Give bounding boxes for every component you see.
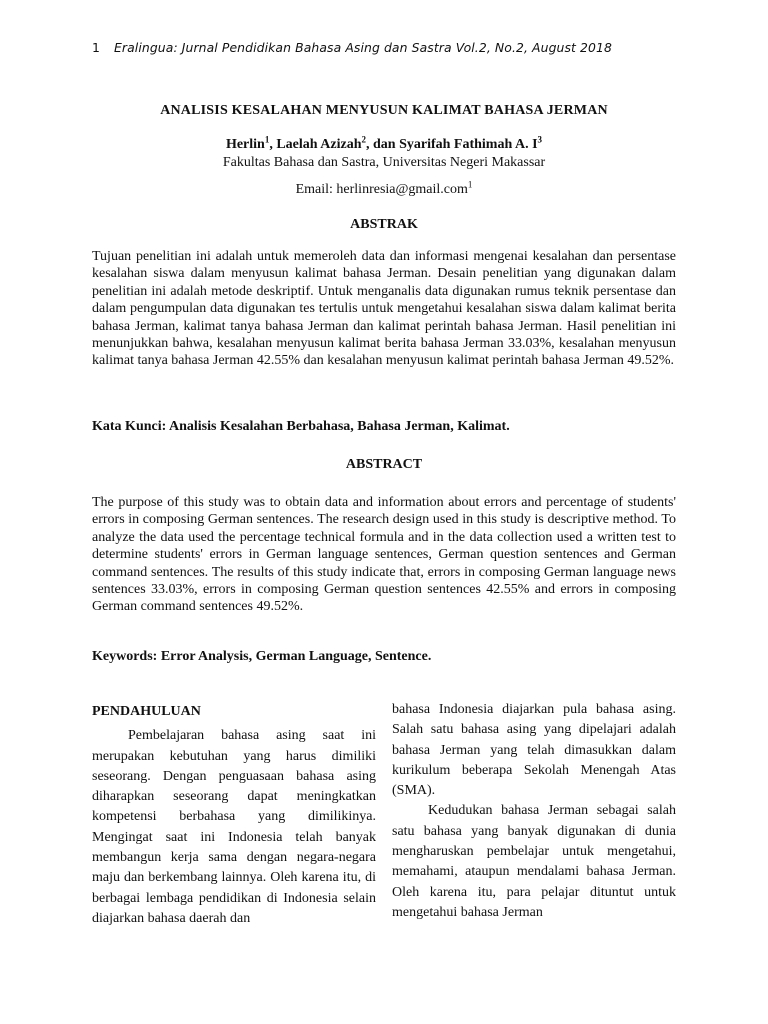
affiliation: Fakultas Bahasa dan Sastra, Universitas Negeri Makassar [222,155,546,170]
email-line [92,179,676,198]
left-column [92,702,376,929]
email-affil-mark: 1 [467,179,473,190]
abstrak-heading: ABSTRAK [350,217,418,232]
author-1: Herlin [225,137,265,152]
journal-title: Eralingua: Jurnal Pendidikan Bahasa Asing dan Sastra Vol.2, No.2, August 2018 [113,40,612,55]
author-3: , dan Syarifah Fathimah A. I [366,137,538,152]
running-header [92,40,692,55]
author-list [92,134,676,153]
intro-paragraph-1-continued: bahasa Indonesia diajarkan pula bahasa asing. Salah satu bahasa asing yang dipelajari adalah bahasa Jerman yang telah dimasukkan dalam kurikulum beberapa Sekolah Menengah Atas (SMA). [392,702,676,799]
author-2: , Laelah Azizah [269,137,362,152]
abstract-heading: ABSTRACT [345,457,423,472]
kata-kunci: Kata Kunci: Analisis Kesalahan Berbahasa, Bahasa Jerman, Kalimat. [92,419,510,434]
intro-paragraph-1: Pembelajaran bahasa asing saat ini merupakan kebutuhan yang harus dimiliki seseorang. Dengan penguasaan bahasa asing diharapkan seseorang dapat meningkatkan kompetensi berbahasa yang dimilikinya. Mengingat saat ini Indonesia telah banyak membangun kerja sama dengan negara-negara maju dan berkembang lainnya. Oleh karena itu, di berbagai lembaga pendidikan di Indonesia selain diajarkan bahasa daerah dan [92,728,376,926]
abstrak-body: Tujuan penelitian ini adalah untuk memeroleh data dan informasi mengenai kesalahan dan persentase kesalahan siswa dalam menyusun kalimat bahasa Jerman. Desain penelitian yang digunakan dalam penelitian ini adalah metode deskriptif. Untuk menganalis data digunakan rumus teknik persentase dan dalam pengumpulan data digunakan tes tertulis untuk mengetahui kesalahan siswa dalam kalimat berita bahasa Jerman, kalimat tanya bahasa Jerman dan kalimat perintah bahasa Jerman. Hasil penelitian ini menunjukkan bahwa, kesalahan menyusun kalimat berita bahasa Jerman 33.03%, kesalahan menyusun kalimat tanya bahasa Jerman 42.55% dan kesalahan menyusun kalimat perintah bahasa Jerman 49.52%. [92,249,676,369]
author-2-affil-mark: 2 [361,134,366,145]
paper-title: ANALISIS KESALAHAN MENYUSUN KALIMAT BAHASA JERMAN [160,103,608,118]
section-heading-pendahuluan: PENDAHULUAN [92,704,201,719]
author-1-affil-mark: 1 [264,134,270,145]
author-3-affil-mark: 3 [537,134,543,145]
email-text: Email: herlinresia@gmail.com [295,182,468,197]
intro-paragraph-2: Kedudukan bahasa Jerman sebagai salah satu bahasa yang banyak digunakan di dunia mengharuskan pembelajar untuk mengetahui, memahami, ataupun mendalami bahasa Jerman. Oleh karena itu, para pelajar dituntut untuk mengetahui bahasa Jerman [392,803,676,920]
page-number: 1 [92,40,100,55]
keywords: Keywords: Error Analysis, German Language, Sentence. [92,649,432,664]
abstract-body: The purpose of this study was to obtain data and information about errors and percentage of students' errors in composing German sentences. The research design used in this study is descriptive method. To analyze the data used the percentage technical formula and in the data collection used a written test to determine students' errors in German language sentences, German question sentences and German command sentences. The results of this study indicate that, errors in composing German language news sentences 33.03%, errors in composing German question sentences 42.55% and errors in composing German command sentences 49.52%. [92,495,676,615]
right-column [392,700,676,923]
